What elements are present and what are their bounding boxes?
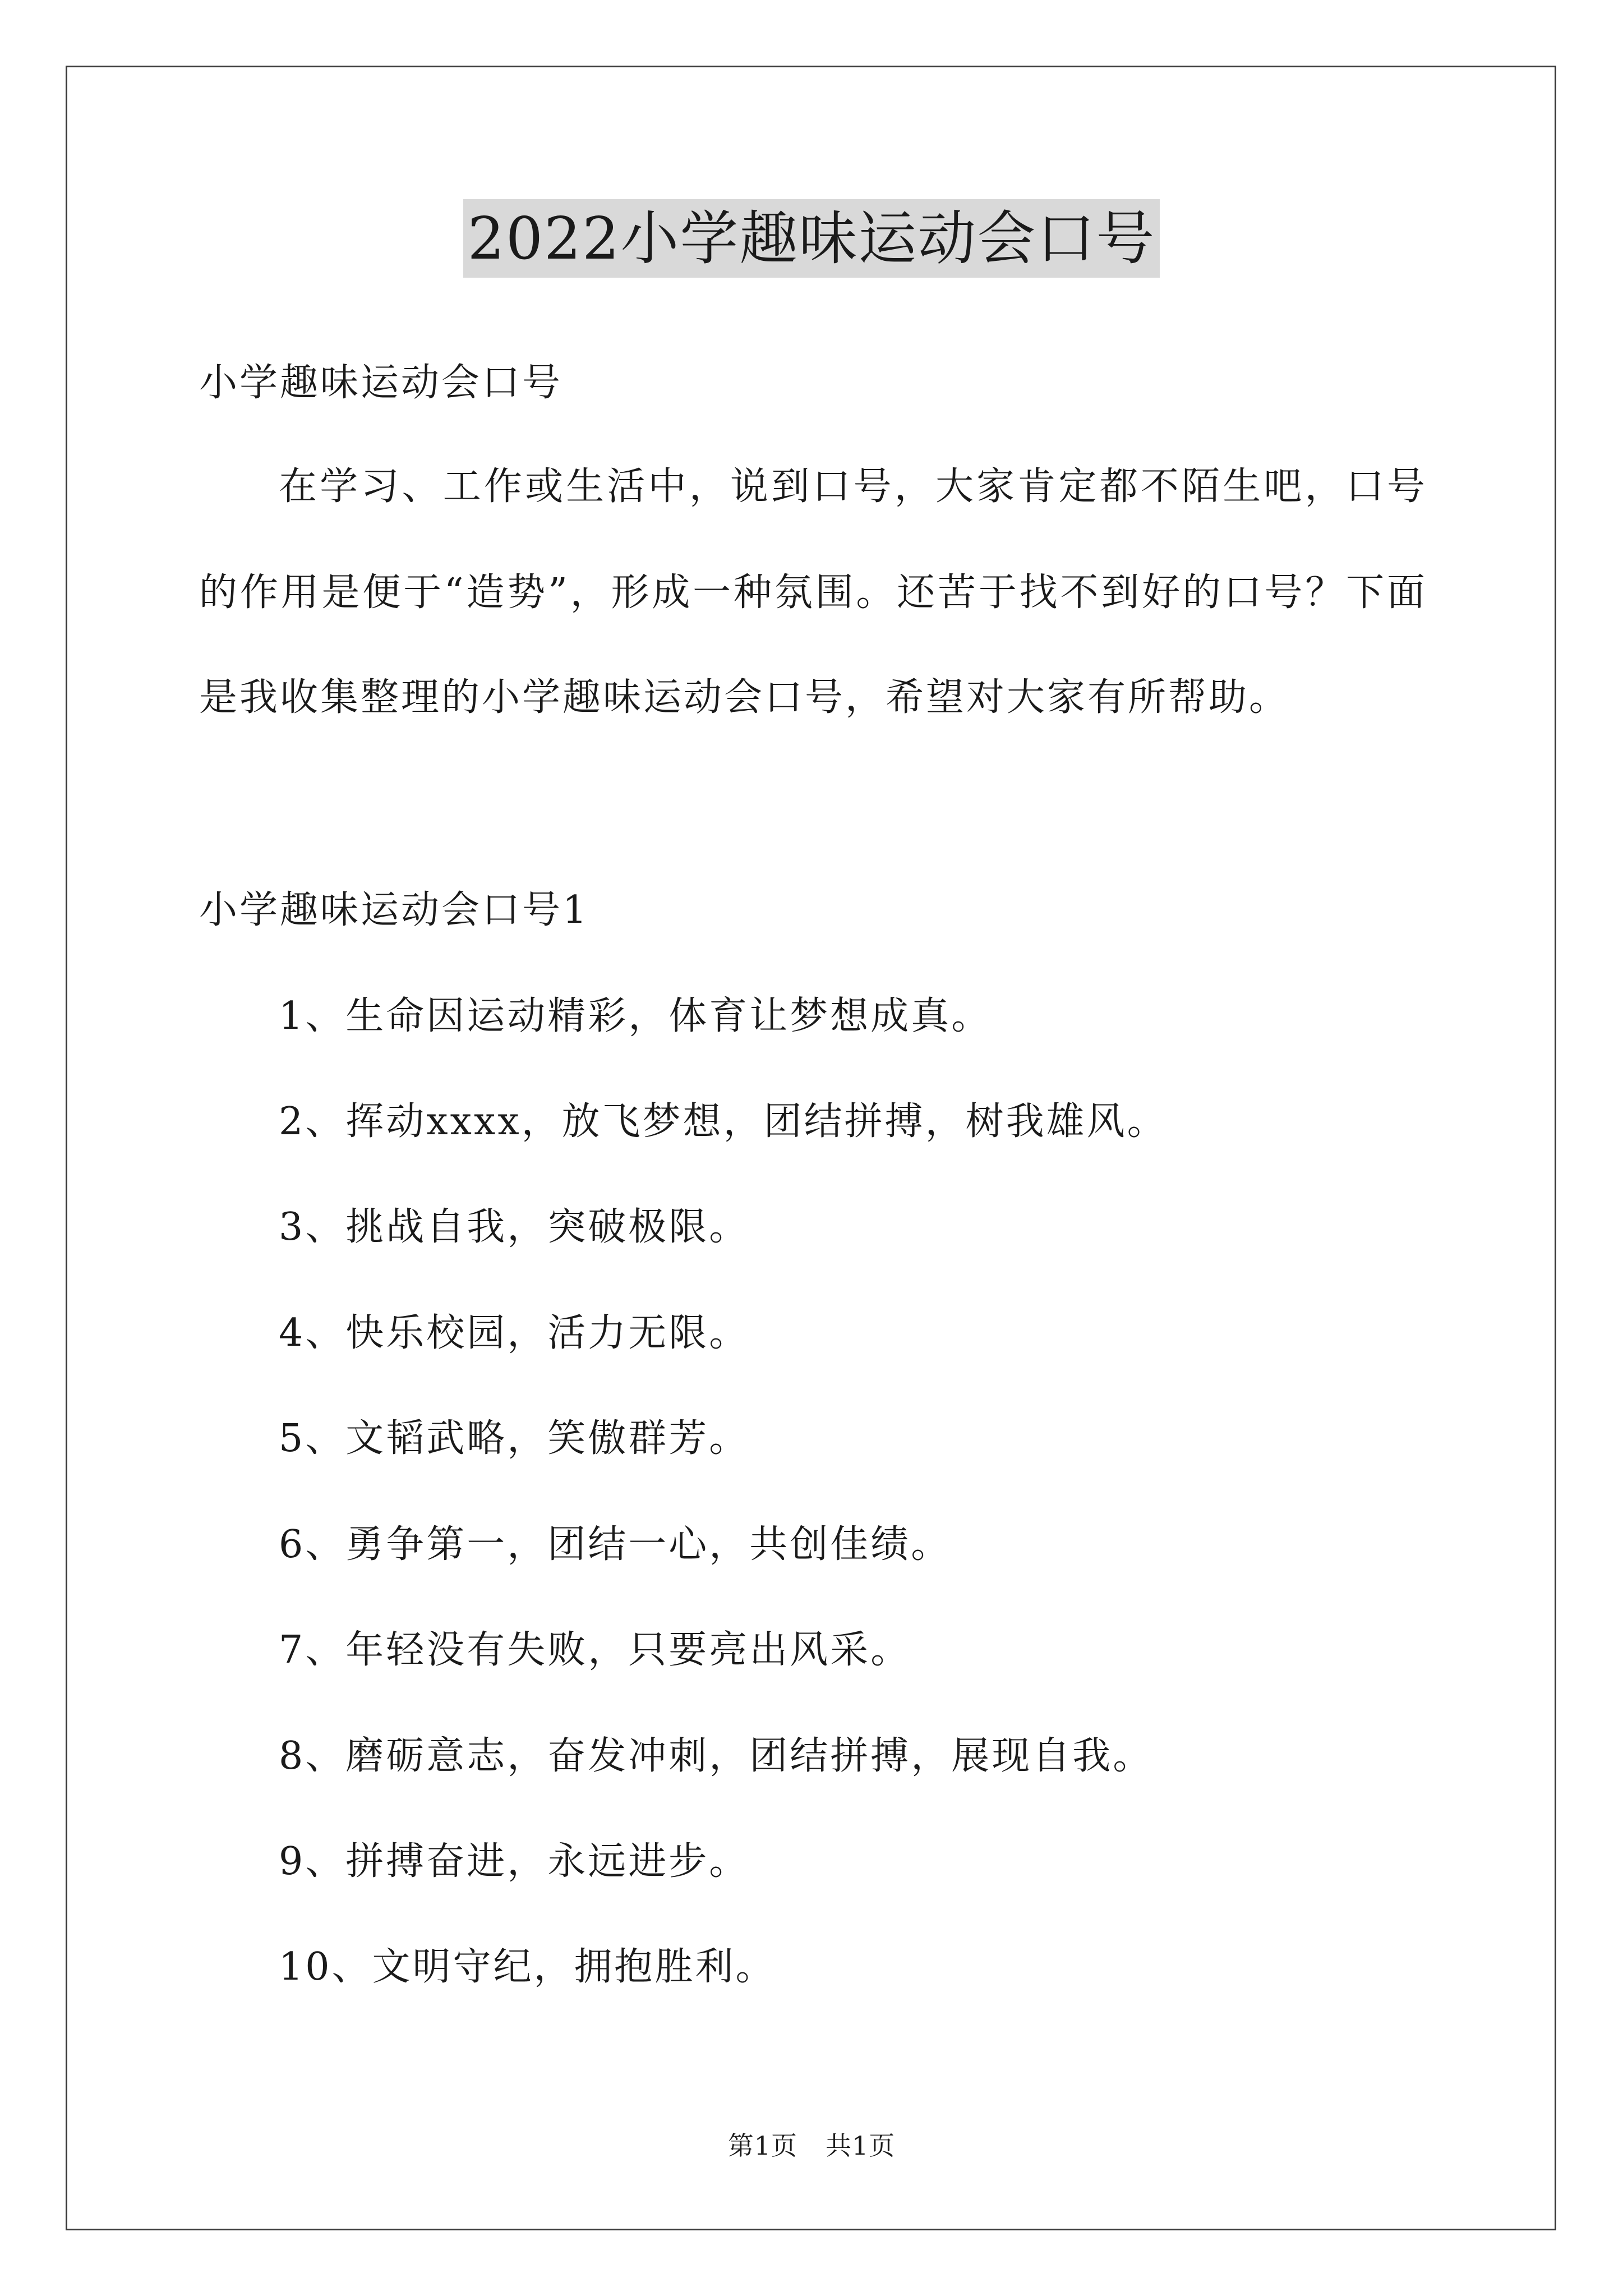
intro-paragraph-line-3: 是我收集整理的小学趣味运动会口号，希望对大家有所帮助。 (199, 675, 1290, 720)
list-item: 4、快乐校园，活力无限。 (279, 1311, 750, 1355)
list-item: 5、文韬武略，笑傲群芳。 (279, 1416, 750, 1461)
page-number-total: 共1页 (826, 2131, 896, 2161)
intro-paragraph-line-1: 在学习、工作或生活中，说到口号，大家肯定都不陌生吧，口号 (279, 464, 1427, 509)
list-item: 1、生命因运动精彩，体育让梦想成真。 (279, 994, 992, 1038)
list-item: 9、拼搏奋进，永远进步。 (279, 1839, 750, 1884)
page-footer (0, 2129, 1623, 2162)
list-item: 7、年轻没有失败，只要亮出风采。 (279, 1628, 911, 1672)
list-item: 2、挥动xxxx，放飞梦想，团结拼搏，树我雄风。 (279, 1099, 1168, 1144)
list-item: 6、勇争第一，团结一心，共创佳绩。 (279, 1522, 952, 1567)
list-item: 8、磨砺意志，奋发冲刺，团结拼搏，展现自我。 (279, 1734, 1154, 1778)
intro-heading: 小学趣味运动会口号 (199, 361, 563, 405)
section-heading: 小学趣味运动会口号1 (199, 888, 589, 932)
document-title-container (0, 199, 1623, 278)
list-item: 10、文明守纪，拥抱胜利。 (279, 1945, 776, 1989)
page-number-current: 第1页 (727, 2131, 797, 2161)
document-title: 2022小学趣味运动会口号 (463, 199, 1160, 278)
intro-paragraph-line-2: 的作用是便于“造势”，形成一种氛围。还苦于找不到好的口号？下面 (199, 570, 1427, 615)
list-item: 3、挑战自我，突破极限。 (279, 1205, 750, 1249)
